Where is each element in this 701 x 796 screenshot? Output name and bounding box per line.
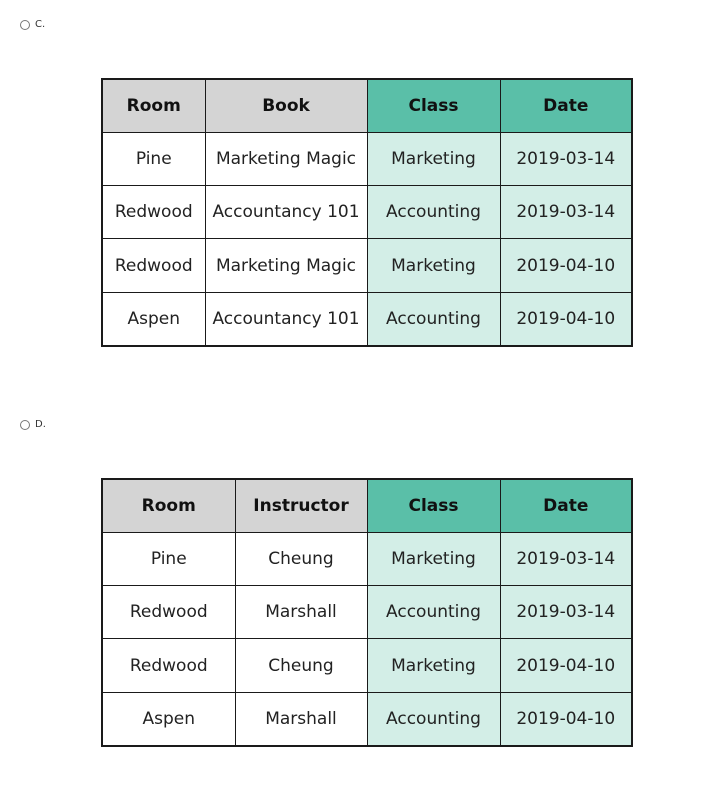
table-row bbox=[102, 133, 632, 186]
table-cell: Marketing Magic bbox=[205, 133, 367, 186]
table-cell: Accounting bbox=[367, 586, 500, 639]
option-d-label: D. bbox=[35, 419, 46, 430]
option-c-radio[interactable] bbox=[20, 19, 45, 30]
column-header-date: Date bbox=[500, 479, 632, 533]
table-cell: Redwood bbox=[102, 186, 205, 239]
column-header-class: Class bbox=[367, 479, 500, 533]
table-row bbox=[102, 639, 632, 692]
table-cell: Marketing Magic bbox=[205, 239, 367, 292]
column-header-room: Room bbox=[102, 79, 205, 133]
table-cell: 2019-04-10 bbox=[500, 292, 632, 346]
radio-circle-icon[interactable] bbox=[20, 20, 30, 30]
table-cell: 2019-04-10 bbox=[500, 239, 632, 292]
table-row bbox=[102, 239, 632, 292]
table-cell: Accountancy 101 bbox=[205, 292, 367, 346]
table-row bbox=[102, 586, 632, 639]
table-cell: Marketing bbox=[367, 533, 500, 586]
column-header-book: Book bbox=[205, 79, 367, 133]
table-cell: Cheung bbox=[235, 533, 367, 586]
option-c-label: C. bbox=[35, 19, 46, 30]
table-row bbox=[102, 186, 632, 239]
table-header-row bbox=[102, 479, 632, 533]
table-cell: 2019-04-10 bbox=[500, 692, 632, 746]
table-cell: 2019-03-14 bbox=[500, 586, 632, 639]
table-cell: Redwood bbox=[102, 639, 235, 692]
table-cell: Marketing bbox=[367, 639, 500, 692]
table-cell: Redwood bbox=[102, 586, 235, 639]
table-cell: Accounting bbox=[367, 186, 500, 239]
table-cell: Marketing bbox=[367, 133, 500, 186]
table-cell: Aspen bbox=[102, 692, 235, 746]
table-cell: Accounting bbox=[367, 292, 500, 346]
table-cell: Marshall bbox=[235, 586, 367, 639]
table-cell: Accountancy 101 bbox=[205, 186, 367, 239]
table-cell: Accounting bbox=[367, 692, 500, 746]
table-cell: Marketing bbox=[367, 239, 500, 292]
column-header-class: Class bbox=[367, 79, 500, 133]
table-row bbox=[102, 292, 632, 346]
table-cell: 2019-04-10 bbox=[500, 639, 632, 692]
column-header-date: Date bbox=[500, 79, 632, 133]
option-d-radio[interactable] bbox=[20, 419, 46, 430]
table-cell: Cheung bbox=[235, 639, 367, 692]
table-cell: Redwood bbox=[102, 239, 205, 292]
table-cell: Aspen bbox=[102, 292, 205, 346]
table-row bbox=[102, 692, 632, 746]
table-cell: 2019-03-14 bbox=[500, 186, 632, 239]
option-d-table bbox=[101, 478, 633, 747]
table-cell: 2019-03-14 bbox=[500, 533, 632, 586]
table-cell: Pine bbox=[102, 133, 205, 186]
column-header-instructor: Instructor bbox=[235, 479, 367, 533]
radio-circle-icon[interactable] bbox=[20, 420, 30, 430]
table-cell: 2019-03-14 bbox=[500, 133, 632, 186]
column-header-room: Room bbox=[102, 479, 235, 533]
table-cell: Marshall bbox=[235, 692, 367, 746]
table-cell: Pine bbox=[102, 533, 235, 586]
table-header-row bbox=[102, 79, 632, 133]
option-c-table bbox=[101, 78, 633, 347]
table-row bbox=[102, 533, 632, 586]
